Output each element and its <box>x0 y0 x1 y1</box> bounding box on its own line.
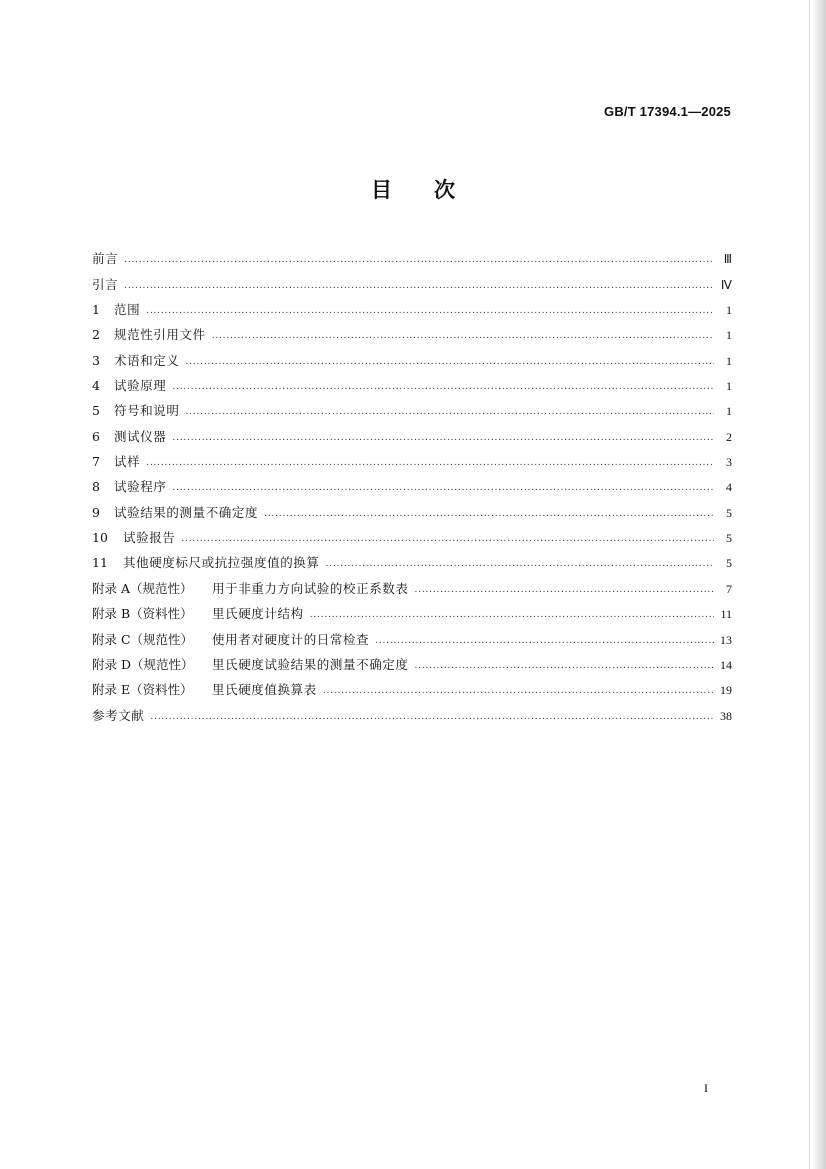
toc-entry-page: 1 <box>726 328 732 343</box>
toc-entry-number: 5 <box>92 403 100 419</box>
toc-entry-11[interactable] <box>92 546 732 571</box>
toc-entry-page: 19 <box>720 683 732 698</box>
dot-leader <box>172 481 714 495</box>
toc-entry-page: 3 <box>726 455 732 470</box>
toc-entry-9[interactable] <box>92 495 732 520</box>
toc-entry-label: 引言 <box>92 276 119 292</box>
dot-leader <box>415 583 714 597</box>
toc-entry-annex-d[interactable] <box>92 648 732 673</box>
toc-entry-page: 14 <box>720 657 732 672</box>
toc-entry-label: 试验原理 <box>114 378 167 394</box>
toc-entry-6[interactable] <box>92 419 732 444</box>
toc-entry-label: 范围 <box>114 302 141 318</box>
toc-entry-label: 规范性引用文件 <box>114 327 206 343</box>
toc-entry-page: 1 <box>726 303 732 318</box>
toc-entry-annex-b[interactable] <box>92 597 732 622</box>
toc-entry-annex-a[interactable] <box>92 571 732 596</box>
toc-entry-annex-c[interactable] <box>92 622 732 647</box>
toc-entry-label: 使用者对硬度计的日常检查 <box>212 631 370 647</box>
toc-entry-label: 试验报告 <box>123 530 176 546</box>
toc-entry-number: 1 <box>92 302 100 318</box>
toc-entry-page: 7 <box>726 581 732 596</box>
toc-entry-number: 8 <box>92 479 100 495</box>
toc-entry-4[interactable] <box>92 369 732 394</box>
page-number: I <box>704 1081 708 1095</box>
toc-entry-number: 附录 A（规范性） <box>92 580 193 596</box>
toc-entry-label: 参考文献 <box>92 707 145 723</box>
dot-leader <box>150 710 714 724</box>
dot-leader <box>124 279 714 293</box>
toc-entry-page: Ⅳ <box>720 277 732 292</box>
toc-entry-number: 9 <box>92 504 100 520</box>
toc-list <box>92 242 732 724</box>
toc-entry-page: Ⅲ <box>723 252 732 267</box>
toc-entry-label: 术语和定义 <box>114 352 180 368</box>
toc-entry-number: 附录 D（规范性） <box>92 656 194 672</box>
toc-entry-label: 里氏硬度值换算表 <box>212 682 317 698</box>
toc-entry-number: 2 <box>92 327 100 343</box>
dot-leader <box>172 380 714 394</box>
toc-entry-label: 用于非重力方向试验的校正系数表 <box>212 580 409 596</box>
toc-entry-bibliography[interactable] <box>92 698 732 723</box>
toc-entry-label: 试样 <box>114 454 141 470</box>
toc-entry-3[interactable] <box>92 343 732 368</box>
toc-entry-number: 附录 B（资料性） <box>92 606 193 622</box>
toc-entry-5[interactable] <box>92 394 732 419</box>
dot-leader <box>326 557 714 571</box>
toc-entry-page: 5 <box>726 556 732 571</box>
dot-leader <box>375 634 714 648</box>
toc-entry-label: 试验程序 <box>114 479 167 495</box>
toc-entry-label: 里氏硬度计结构 <box>212 606 304 622</box>
toc-entry-number: 附录 C（规范性） <box>92 631 194 647</box>
toc-entry-page: 5 <box>726 531 732 546</box>
toc-entry-label: 其他硬度标尺或抗拉强度值的换算 <box>123 555 320 571</box>
toc-entry-page: 1 <box>726 353 732 368</box>
dot-leader <box>264 507 714 521</box>
toc-entry-label: 前言 <box>92 251 119 267</box>
dot-leader <box>181 532 714 546</box>
toc-title: 目次 <box>371 178 497 202</box>
dot-leader <box>146 456 714 470</box>
dot-leader <box>310 608 714 622</box>
standard-number: GB/T 17394.1—2025 <box>604 104 731 119</box>
toc-entry-number: 4 <box>92 378 100 394</box>
toc-entry-number: 11 <box>92 555 108 571</box>
toc-entry-label: 测试仪器 <box>114 428 167 444</box>
toc-entry-1[interactable] <box>92 293 732 318</box>
dot-leader <box>172 431 714 445</box>
dot-leader <box>212 329 714 343</box>
dot-leader <box>186 355 714 369</box>
dot-leader <box>146 304 714 318</box>
toc-entry-2[interactable] <box>92 318 732 343</box>
toc-entry-number: 6 <box>92 428 100 444</box>
toc-entry-label: 试验结果的测量不确定度 <box>114 504 259 520</box>
toc-entry-foreword[interactable] <box>92 242 732 267</box>
toc-entry-number: 附录 E（资料性） <box>92 682 193 698</box>
toc-entry-label: 符号和说明 <box>114 403 180 419</box>
toc-entry-number: 10 <box>92 530 108 546</box>
toc-entry-page: 2 <box>726 429 732 444</box>
dot-leader <box>415 659 714 673</box>
toc-entry-introduction[interactable] <box>92 267 732 292</box>
dot-leader <box>124 253 714 267</box>
toc-entry-number: 3 <box>92 352 100 368</box>
toc-entry-label: 里氏硬度试验结果的测量不确定度 <box>212 656 409 672</box>
toc-entry-page: 5 <box>726 505 732 520</box>
toc-entry-page: 11 <box>720 607 732 622</box>
dot-leader <box>186 405 714 419</box>
toc-entry-annex-e[interactable] <box>92 673 732 698</box>
toc-entry-page: 1 <box>726 379 732 394</box>
toc-entry-page: 13 <box>720 632 732 647</box>
dot-leader <box>323 684 714 698</box>
toc-entry-page: 4 <box>726 480 732 495</box>
toc-entry-number: 7 <box>92 454 100 470</box>
toc-entry-8[interactable] <box>92 470 732 495</box>
toc-entry-page: 38 <box>720 708 732 723</box>
toc-entry-7[interactable] <box>92 445 732 470</box>
toc-entry-page: 1 <box>726 404 732 419</box>
toc-entry-10[interactable] <box>92 521 732 546</box>
